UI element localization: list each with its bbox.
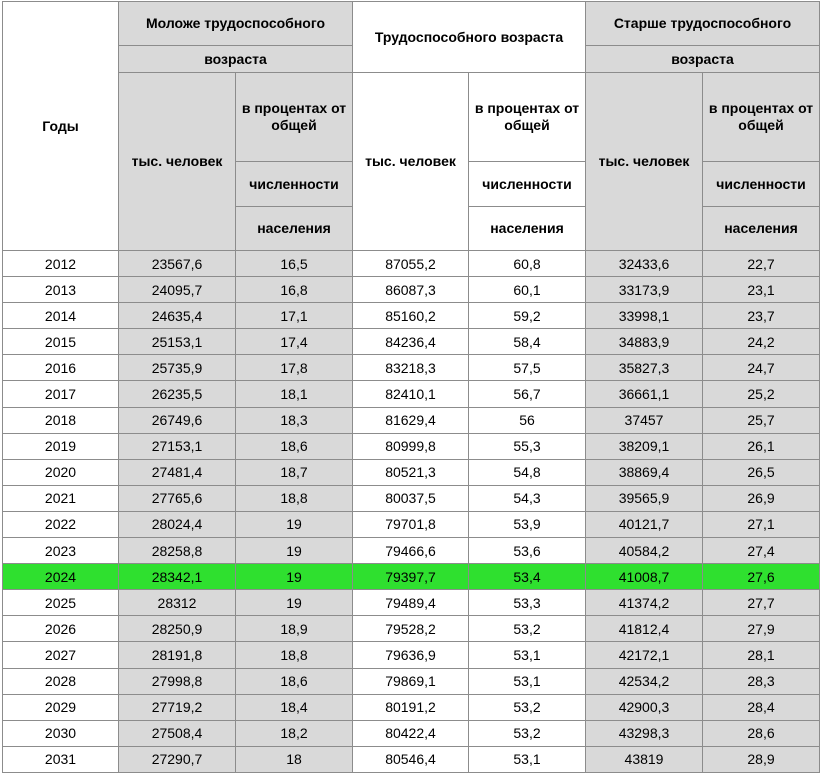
older-percent-cell: 28,1 [703, 642, 820, 668]
younger-percent-cell: 18,6 [236, 433, 353, 459]
younger-thousands-cell: 24095,7 [119, 277, 236, 303]
year-cell: 2017 [3, 381, 119, 407]
year-cell: 2027 [3, 642, 119, 668]
working-percent-cell: 53,4 [469, 564, 586, 590]
working-percent-cell: 53,1 [469, 746, 586, 772]
younger-percent-cell: 18,3 [236, 407, 353, 433]
working-thousands-cell: 85160,2 [353, 303, 469, 329]
older-thousands-cell: 37457 [586, 407, 703, 433]
older-percent-cell: 23,7 [703, 303, 820, 329]
working-percent-cell: 53,6 [469, 538, 586, 564]
working-thousands-cell: 79528,2 [353, 616, 469, 642]
older-thousands-cell: 34883,9 [586, 329, 703, 355]
working-percent-cell: 55,3 [469, 433, 586, 459]
older-percent-cell: 27,9 [703, 616, 820, 642]
header-working: Трудоспособного возраста [353, 2, 586, 73]
younger-percent-cell: 16,5 [236, 251, 353, 277]
table-row [3, 616, 820, 642]
younger-percent-cell: 19 [236, 511, 353, 537]
table-row [3, 564, 820, 590]
working-thousands-cell: 80037,5 [353, 485, 469, 511]
table-row [3, 329, 820, 355]
year-cell: 2026 [3, 616, 119, 642]
younger-percent-cell: 19 [236, 538, 353, 564]
population-table [2, 1, 820, 773]
older-percent-cell: 27,4 [703, 538, 820, 564]
working-thousands-cell: 83218,3 [353, 355, 469, 381]
older-thousands-cell: 41374,2 [586, 590, 703, 616]
younger-thousands-cell: 27481,4 [119, 459, 236, 485]
header-younger-pct-line1: в процентах от общей [236, 73, 353, 162]
header-years: Годы [3, 2, 119, 251]
working-percent-cell: 57,5 [469, 355, 586, 381]
younger-thousands-cell: 28342,1 [119, 564, 236, 590]
working-percent-cell: 53,3 [469, 590, 586, 616]
header-younger-sub: возраста [119, 46, 353, 73]
older-thousands-cell: 43298,3 [586, 720, 703, 746]
working-percent-cell: 53,2 [469, 720, 586, 746]
table-header [3, 2, 820, 251]
working-thousands-cell: 79869,1 [353, 668, 469, 694]
working-percent-cell: 54,3 [469, 485, 586, 511]
younger-percent-cell: 18,9 [236, 616, 353, 642]
younger-thousands-cell: 28312 [119, 590, 236, 616]
table-body [3, 251, 820, 773]
older-percent-cell: 27,6 [703, 564, 820, 590]
working-percent-cell: 59,2 [469, 303, 586, 329]
younger-thousands-cell: 23567,6 [119, 251, 236, 277]
table-row [3, 277, 820, 303]
table-row [3, 485, 820, 511]
working-percent-cell: 53,9 [469, 511, 586, 537]
working-thousands-cell: 84236,4 [353, 329, 469, 355]
younger-thousands-cell: 27153,1 [119, 433, 236, 459]
working-thousands-cell: 80191,2 [353, 694, 469, 720]
older-thousands-cell: 40584,2 [586, 538, 703, 564]
year-cell: 2022 [3, 511, 119, 537]
older-thousands-cell: 33173,9 [586, 277, 703, 303]
table-row [3, 720, 820, 746]
older-thousands-cell: 42172,1 [586, 642, 703, 668]
younger-thousands-cell: 27719,2 [119, 694, 236, 720]
year-cell: 2019 [3, 433, 119, 459]
header-working-pct-line3: населения [469, 207, 586, 251]
working-percent-cell: 53,2 [469, 694, 586, 720]
younger-percent-cell: 19 [236, 590, 353, 616]
year-cell: 2014 [3, 303, 119, 329]
working-percent-cell: 58,4 [469, 329, 586, 355]
working-thousands-cell: 79397,7 [353, 564, 469, 590]
year-cell: 2018 [3, 407, 119, 433]
year-cell: 2020 [3, 459, 119, 485]
table-row [3, 251, 820, 277]
working-percent-cell: 56 [469, 407, 586, 433]
younger-percent-cell: 18,7 [236, 459, 353, 485]
header-older-pct-line2: численности [703, 162, 820, 207]
older-thousands-cell: 38209,1 [586, 433, 703, 459]
header-older-pct-line3: населения [703, 207, 820, 251]
older-percent-cell: 22,7 [703, 251, 820, 277]
older-thousands-cell: 35827,3 [586, 355, 703, 381]
header-older-sub: возраста [586, 46, 820, 73]
year-cell: 2015 [3, 329, 119, 355]
year-cell: 2021 [3, 485, 119, 511]
younger-thousands-cell: 28250,9 [119, 616, 236, 642]
header-older-pct-line1: в процентах от общей [703, 73, 820, 162]
header-younger-pct-line2: численности [236, 162, 353, 207]
older-percent-cell: 27,7 [703, 590, 820, 616]
younger-percent-cell: 18 [236, 746, 353, 772]
younger-percent-cell: 18,2 [236, 720, 353, 746]
older-thousands-cell: 32433,6 [586, 251, 703, 277]
older-percent-cell: 28,3 [703, 668, 820, 694]
table-row [3, 407, 820, 433]
year-cell: 2029 [3, 694, 119, 720]
younger-percent-cell: 19 [236, 564, 353, 590]
younger-thousands-cell: 27508,4 [119, 720, 236, 746]
working-percent-cell: 60,8 [469, 251, 586, 277]
header-working-pct-line1: в процентах от общей [469, 73, 586, 162]
table-row [3, 746, 820, 772]
table-row [3, 538, 820, 564]
older-percent-cell: 26,5 [703, 459, 820, 485]
older-percent-cell: 26,9 [703, 485, 820, 511]
older-percent-cell: 28,4 [703, 694, 820, 720]
header-younger-pct-line3: населения [236, 207, 353, 251]
older-percent-cell: 25,2 [703, 381, 820, 407]
header-older: Старше трудоспособного [586, 2, 820, 46]
younger-percent-cell: 17,8 [236, 355, 353, 381]
year-cell: 2028 [3, 668, 119, 694]
older-thousands-cell: 40121,7 [586, 511, 703, 537]
year-cell: 2012 [3, 251, 119, 277]
older-thousands-cell: 42900,3 [586, 694, 703, 720]
table-row [3, 433, 820, 459]
working-thousands-cell: 80521,3 [353, 459, 469, 485]
younger-percent-cell: 17,1 [236, 303, 353, 329]
working-percent-cell: 56,7 [469, 381, 586, 407]
table-row [3, 694, 820, 720]
working-thousands-cell: 79636,9 [353, 642, 469, 668]
older-thousands-cell: 38869,4 [586, 459, 703, 485]
year-cell: 2013 [3, 277, 119, 303]
header-older-thousands: тыс. человек [586, 73, 703, 251]
working-thousands-cell: 82410,1 [353, 381, 469, 407]
table-row [3, 668, 820, 694]
younger-percent-cell: 18,1 [236, 381, 353, 407]
working-thousands-cell: 79466,6 [353, 538, 469, 564]
younger-percent-cell: 18,4 [236, 694, 353, 720]
header-younger-thousands: тыс. человек [119, 73, 236, 251]
working-thousands-cell: 79489,4 [353, 590, 469, 616]
younger-percent-cell: 17,4 [236, 329, 353, 355]
working-thousands-cell: 80546,4 [353, 746, 469, 772]
older-thousands-cell: 41812,4 [586, 616, 703, 642]
year-cell: 2025 [3, 590, 119, 616]
younger-thousands-cell: 25153,1 [119, 329, 236, 355]
working-percent-cell: 53,2 [469, 616, 586, 642]
older-percent-cell: 24,2 [703, 329, 820, 355]
working-thousands-cell: 81629,4 [353, 407, 469, 433]
older-percent-cell: 24,7 [703, 355, 820, 381]
older-percent-cell: 23,1 [703, 277, 820, 303]
younger-thousands-cell: 28191,8 [119, 642, 236, 668]
table-row [3, 511, 820, 537]
working-percent-cell: 60,1 [469, 277, 586, 303]
older-thousands-cell: 39565,9 [586, 485, 703, 511]
older-thousands-cell: 41008,7 [586, 564, 703, 590]
table-row [3, 381, 820, 407]
year-cell: 2024 [3, 564, 119, 590]
younger-thousands-cell: 27998,8 [119, 668, 236, 694]
younger-thousands-cell: 26749,6 [119, 407, 236, 433]
table-row [3, 355, 820, 381]
younger-thousands-cell: 26235,5 [119, 381, 236, 407]
younger-thousands-cell: 27290,7 [119, 746, 236, 772]
working-percent-cell: 53,1 [469, 668, 586, 694]
year-cell: 2016 [3, 355, 119, 381]
younger-percent-cell: 16,8 [236, 277, 353, 303]
older-thousands-cell: 36661,1 [586, 381, 703, 407]
younger-thousands-cell: 28024,4 [119, 511, 236, 537]
working-thousands-cell: 80422,4 [353, 720, 469, 746]
table-row [3, 303, 820, 329]
year-cell: 2023 [3, 538, 119, 564]
older-percent-cell: 28,6 [703, 720, 820, 746]
header-working-thousands: тыс. человек [353, 73, 469, 251]
older-thousands-cell: 43819 [586, 746, 703, 772]
older-thousands-cell: 33998,1 [586, 303, 703, 329]
older-percent-cell: 25,7 [703, 407, 820, 433]
younger-thousands-cell: 25735,9 [119, 355, 236, 381]
table-row [3, 642, 820, 668]
younger-percent-cell: 18,8 [236, 642, 353, 668]
working-thousands-cell: 87055,2 [353, 251, 469, 277]
older-percent-cell: 26,1 [703, 433, 820, 459]
younger-percent-cell: 18,8 [236, 485, 353, 511]
younger-thousands-cell: 28258,8 [119, 538, 236, 564]
table-row [3, 459, 820, 485]
working-thousands-cell: 80999,8 [353, 433, 469, 459]
younger-thousands-cell: 24635,4 [119, 303, 236, 329]
younger-percent-cell: 18,6 [236, 668, 353, 694]
younger-thousands-cell: 27765,6 [119, 485, 236, 511]
header-working-pct-line2: численности [469, 162, 586, 207]
table-row [3, 590, 820, 616]
older-percent-cell: 28,9 [703, 746, 820, 772]
older-thousands-cell: 42534,2 [586, 668, 703, 694]
working-percent-cell: 54,8 [469, 459, 586, 485]
older-percent-cell: 27,1 [703, 511, 820, 537]
year-cell: 2030 [3, 720, 119, 746]
year-cell: 2031 [3, 746, 119, 772]
working-percent-cell: 53,1 [469, 642, 586, 668]
working-thousands-cell: 86087,3 [353, 277, 469, 303]
working-thousands-cell: 79701,8 [353, 511, 469, 537]
header-younger: Моложе трудоспособного [119, 2, 353, 46]
